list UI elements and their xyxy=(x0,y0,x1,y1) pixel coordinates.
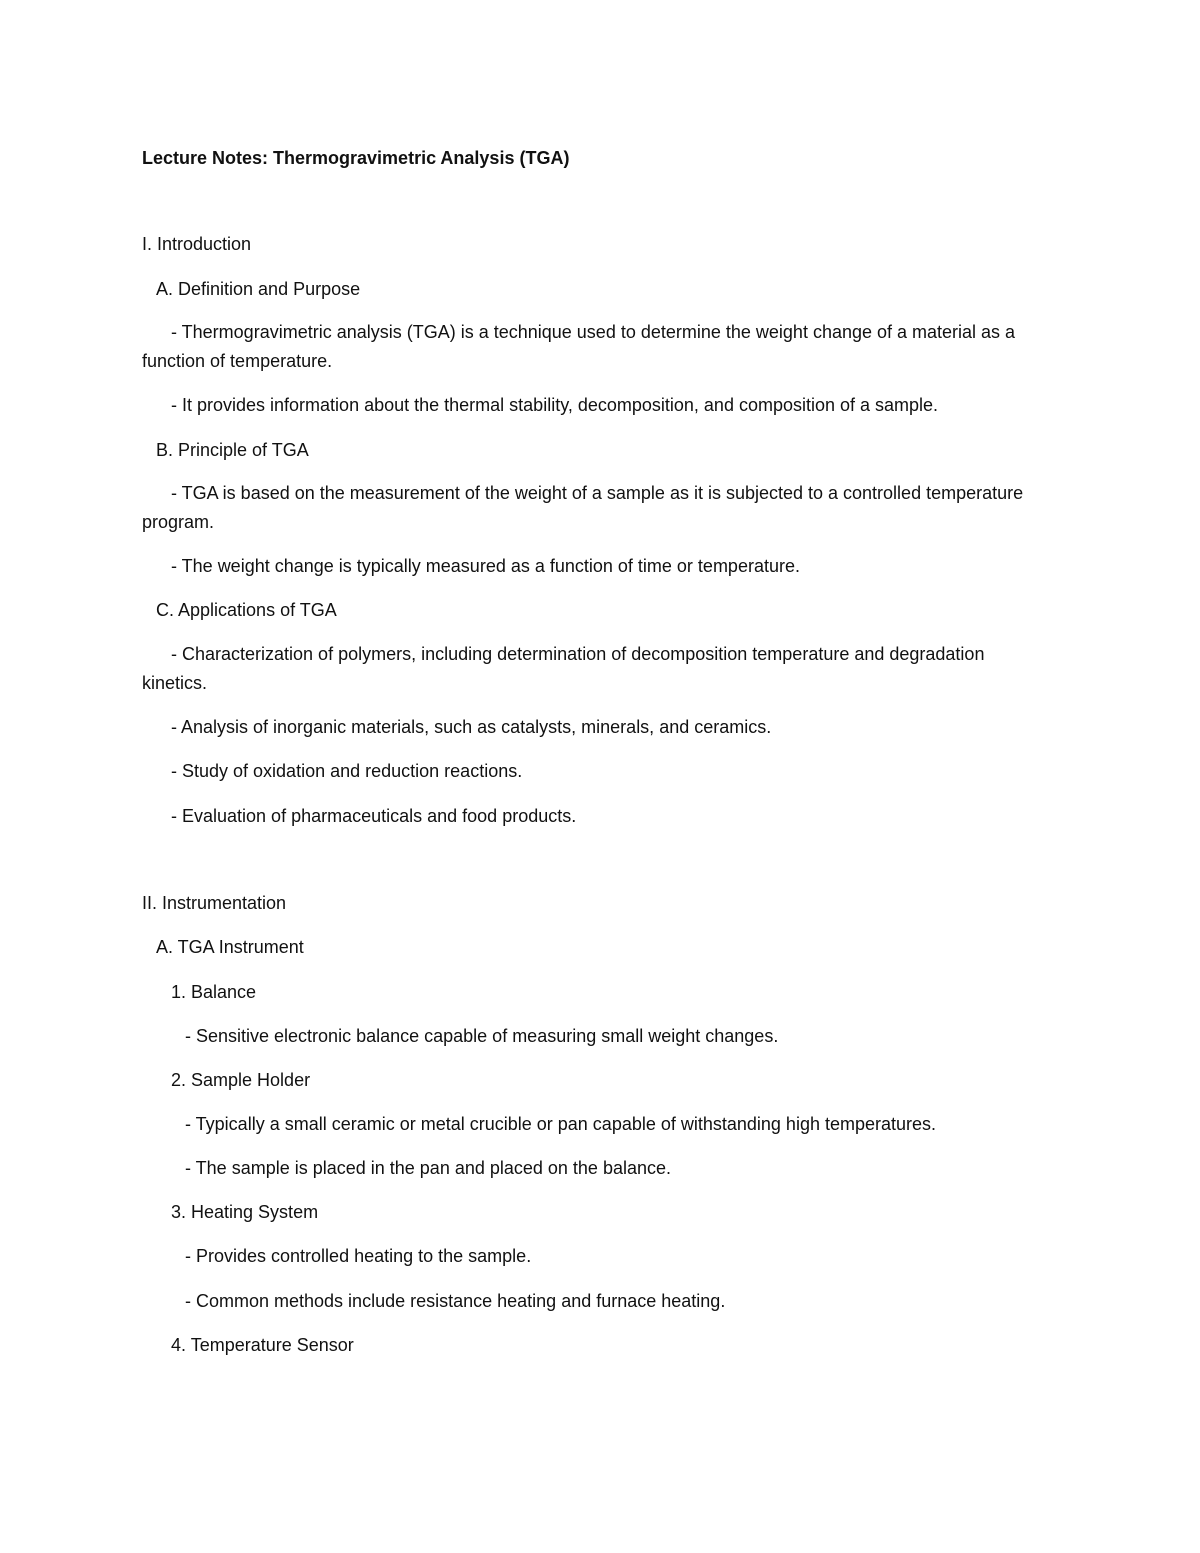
list-item: - Characterization of polymers, including determination of decomposition temperature and degradation kinetics. xyxy=(142,644,985,693)
list-item: - Sensitive electronic balance capable of measuring small weight changes. xyxy=(185,1026,779,1046)
subsection-heading-principle: B. Principle of TGA xyxy=(156,440,309,460)
list-item: - It provides information about the thermal stability, decomposition, and composition of a sample. xyxy=(171,395,939,415)
document-title: Lecture Notes: Thermogravimetric Analysis (TGA) xyxy=(142,148,570,168)
subsection-heading-applications: C. Applications of TGA xyxy=(156,600,337,620)
list-item: - Common methods include resistance heating and furnace heating. xyxy=(185,1291,726,1311)
subsection-heading-tga-instrument: A. TGA Instrument xyxy=(156,937,304,957)
list-item: - The weight change is typically measured as a function of time or temperature. xyxy=(171,556,800,576)
list-item: - Evaluation of pharmaceuticals and food products. xyxy=(171,806,577,826)
list-item: - Study of oxidation and reduction reactions. xyxy=(171,761,523,781)
list-item: - Thermogravimetric analysis (TGA) is a technique used to determine the weight change of a material as a function of temperature. xyxy=(142,322,1016,371)
list-item: - Typically a small ceramic or metal crucible or pan capable of withstanding high temperatures. xyxy=(185,1114,937,1134)
item-heading-sample-holder: 2. Sample Holder xyxy=(171,1070,311,1090)
section-heading-introduction: I. Introduction xyxy=(142,234,252,254)
list-item: - Analysis of inorganic materials, such as catalysts, minerals, and ceramics. xyxy=(171,717,772,737)
item-heading-temperature-sensor: 4. Temperature Sensor xyxy=(171,1335,354,1355)
item-heading-heating-system: 3. Heating System xyxy=(171,1202,319,1222)
subsection-heading-definition: A. Definition and Purpose xyxy=(156,279,361,299)
list-item: - TGA is based on the measurement of the weight of a sample as it is subjected to a controlled temperature program. xyxy=(142,483,1024,532)
section-heading-instrumentation: II. Instrumentation xyxy=(142,893,287,913)
item-heading-balance: 1. Balance xyxy=(171,982,257,1002)
list-item: - The sample is placed in the pan and placed on the balance. xyxy=(185,1158,671,1178)
list-item: - Provides controlled heating to the sample. xyxy=(185,1246,532,1266)
